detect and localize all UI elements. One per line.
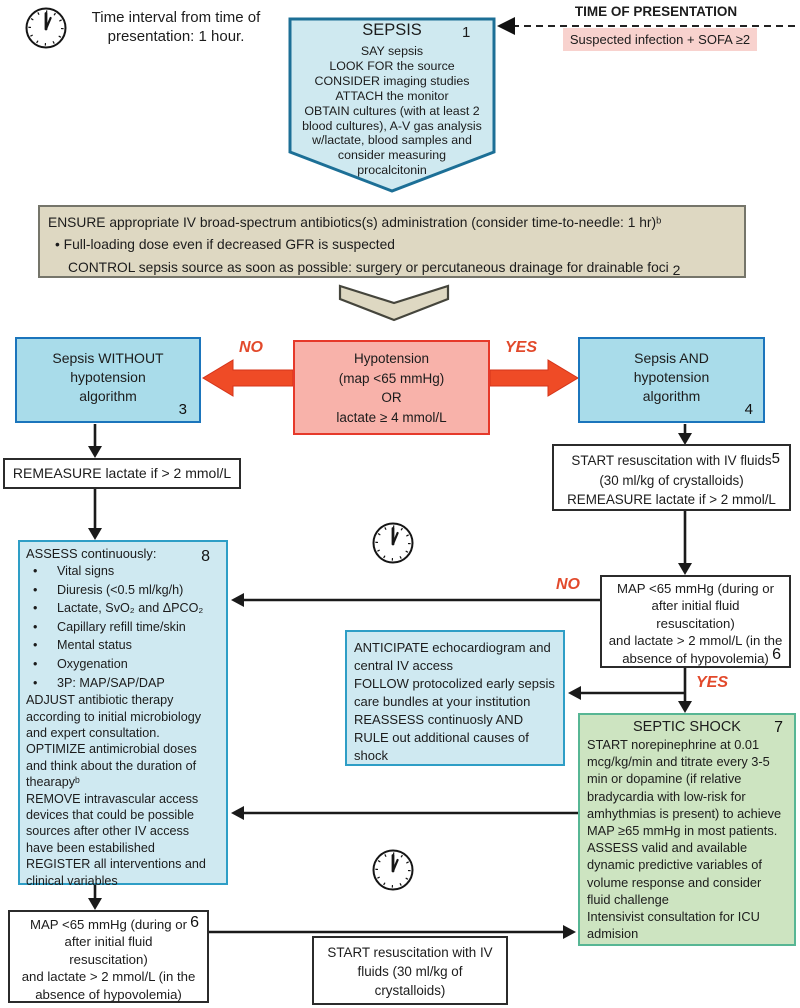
assess-bullet: Oxygenation [57, 656, 128, 671]
remeasure-lactate-box: REMEASURE lactate if > 2 mmol/L [3, 458, 241, 489]
assess-bullet-list [26, 562, 224, 692]
map-check-right-box [600, 575, 791, 668]
hypotension-decision-text: Hypotension (map <65 mmHg) OR lactate ≥ 4 mmol/L [336, 351, 447, 425]
no-label: NO [239, 339, 263, 356]
sepsis-without-hypotension-box [15, 337, 201, 423]
assess-bullet-row [26, 636, 224, 655]
assess-bullet: 3P: MAP/SAP/DAP [57, 675, 165, 690]
clock-icon [374, 851, 413, 890]
assess-bullet: Diuresis (<0.5 ml/kg/h) [57, 582, 184, 597]
hypotension-decision-box [293, 340, 490, 435]
box4-number: 4 [744, 401, 753, 418]
bullet-dot: • [33, 619, 38, 634]
septic-shock-body: START norepinephrine at 0.01 mcg/kg/min and titrate every 3-5 min or dopamine (if relative bradycardia with low-risk for amhythmias is present) to achieve MAP ≥65 mmHg in most patients. ASSESS valid and available dynamic predictive variables of volume response and consider fluid challenge Intensivist consultation for ICU admision [587, 737, 782, 942]
bullet-dot: • [33, 638, 38, 653]
assess-bullet: Vital signs [57, 564, 115, 578]
box3-number: 3 [178, 401, 187, 418]
yes-label-map: YES [696, 674, 729, 691]
box6-bottom-number: 6 [190, 914, 199, 931]
antibiotics-box [38, 205, 746, 278]
antibiotics-line3-text: CONTROL sepsis source as soon as possible: surgery or percutaneous drainage for drainable foci [68, 260, 669, 275]
presentation-title: TIME OF PRESENTATION [574, 4, 738, 19]
yes-label: YES [505, 339, 538, 356]
start-fluids-box [552, 444, 791, 511]
bullet-dot: • [33, 564, 38, 578]
septic-shock-title: SEPTIC SHOCK [633, 719, 741, 735]
sepsis-title: SEPSIS [362, 21, 422, 39]
sepsis-without-hypotension-text: Sepsis WITHOUT hypotension algorithm [52, 350, 164, 404]
box8-number: 8 [201, 548, 210, 565]
chevron-down-icon [340, 286, 448, 320]
assess-bullet-row [26, 655, 224, 674]
antibiotics-line1: ENSURE appropriate IV broad-spectrum antibiotics(s) administration (consider time-to-needle: 1 hr)ᵇ [48, 215, 662, 230]
assess-paragraph: REMOVE intravascular access devices that could be possible sources after other IV access have been estabilished [26, 791, 199, 855]
bullet-dot: • [33, 675, 38, 690]
assess-bullet-row [26, 674, 224, 693]
assess-bullet-row [26, 618, 224, 637]
box5-number: 5 [771, 450, 780, 467]
map-check-bottom-text: MAP <65 mmHg (during or after initial fluid resuscitation) and lactate > 2 mmol/L (in the absence of hypovolemia) [21, 917, 196, 1002]
clock-icon [27, 9, 66, 48]
assess-bullet: Lactate, SvO₂ and ΔPCO₂ [57, 601, 204, 616]
no-arrow-icon [203, 360, 293, 396]
assess-paragraph: REGISTER all interventions and clinical variables [26, 857, 206, 888]
septic-shock-box [578, 713, 796, 946]
anticipate-box: ANTICIPATE echocardiogram and central IV access FOLLOW protocolized early sepsis care bundles at your institution REASSESS continuosly AND RULE out additional causes of shock [345, 630, 565, 766]
assess-title: ASSESS continuously: [26, 546, 157, 561]
assess-bullet: Mental status [57, 638, 132, 653]
assess-bullet-row [26, 562, 224, 581]
time-interval-note: Time interval from time of presentation: 1 hour. [91, 9, 261, 45]
antibiotics-line2: • Full-loading dose even if decreased GFR is suspected [55, 237, 395, 252]
map-check-right-text: MAP <65 mmHg (during or after initial fluid resuscitation) and lactate > 2 mmol/L (in the absence of hypovolemia) [608, 581, 783, 666]
sepsis-number: 1 [462, 24, 471, 41]
bullet-dot: • [33, 582, 38, 597]
suspected-infection-box: Suspected infection + SOFA ≥2 [563, 28, 757, 51]
assess-bullet-row [26, 581, 224, 600]
start-fluids-text: START resuscitation with IV fluids (30 ml/kg of crystalloids) REMEASURE lactate if > 2 mmol/L [567, 453, 776, 507]
bullet-dot: • [33, 656, 38, 671]
assess-bullet-row [26, 599, 224, 618]
bullet-dot: • [33, 601, 38, 616]
yes-arrow-icon [490, 360, 578, 396]
no-label-map: NO [556, 576, 580, 593]
presentation-arrowhead-icon [497, 17, 515, 35]
sepsis-body: SAY sepsis LOOK FOR the source CONSIDER imaging studies ATTACH the monitor OBTAIN cultures (with at least 2 blood cultures), A-V gas analysis w/lactate, blood samples and consider measuring procalcitonin [302, 44, 482, 178]
assess-paragraph: ADJUST antibiotic therapy according to initial microbiology and expert consultation. [26, 693, 201, 740]
bottom-fluids-box: START resuscitation with IV fluids (30 ml/kg of crystalloids) [312, 936, 508, 1005]
assess-paragraph: OPTIMIZE antimicrobial doses and think about the duration of thearapyᵇ [26, 742, 197, 790]
assess-bullet: Capillary refill time/skin [57, 619, 186, 634]
map-check-bottom-box [8, 910, 209, 1003]
sepsis-and-hypotension-text: Sepsis AND hypotension algorithm [633, 350, 710, 404]
clock-icon [374, 524, 413, 563]
box7-number: 7 [774, 719, 783, 736]
sepsis-and-hypotension-box [578, 337, 765, 423]
antibiotics-line3 [46, 256, 738, 279]
antibiotics-number: 2 [672, 262, 681, 278]
box6-right-number: 6 [772, 646, 781, 663]
assess-box [18, 540, 228, 888]
